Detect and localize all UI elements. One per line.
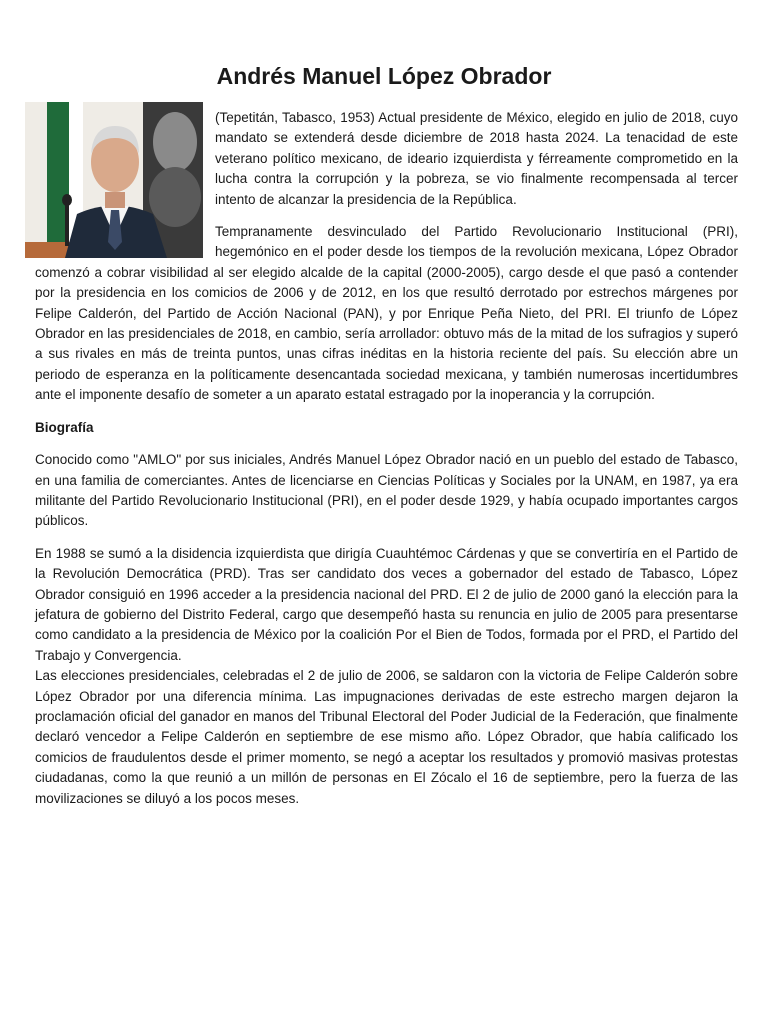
document-body [35,108,738,809]
paragraph-4: En 1988 se sumó a la disidencia izquierdista que dirigía Cuauhtémoc Cárdenas y que se convertiría en el Partido de la Revolución Democrática (PRD). Tras ser candidato dos veces a gobernador del estado de Tabasco, López Obrador consiguió en 1996 acceder a la presidencia nacional del PRD. El 2 de julio de 2000 ganó la elección para la jefatura de gobierno del Distrito Federal, cargo que desempeñó hasta su renuncia en julio de 2005 para presentarse como candidato a la presidencia de México por la coalición Por el Bien de Todos, formada por el PRD, el Partido del Trabajo y Convergencia. [35,545,738,663]
paragraph-3: Conocido como "AMLO" por sus iniciales, Andrés Manuel López Obrador nació en un pueblo del estado de Tabasco, en una familia de comerciantes. Antes de licenciarse en Ciencias Políticas y Sociales por la UNAM, en 1987, ya era militante del Partido Revolucionario Institucional (PRI), en el poder desde 1929, y había ocupado importantes cargos públicos. [35,452,738,529]
paragraph-5: Las elecciones presidenciales, celebradas el 2 de julio de 2006, se saldaron con la victoria de Felipe Calderón sobre López Obrador por una diferencia mínima. Las impugnaciones derivadas de este estrecho margen dejaron la proclamación oficial del ganador en manos del Tribunal Electoral del Poder Judicial de la Federación, que finalmente declaró vencedor a Felipe Calderón en septiembre de ese mismo año. López Obrador, que había calificado los comicios de fraudulentos desde el primer momento, se negó a aceptar los resultados y promovió masivas protestas ciudadanas, como la que reunió a un millón de personas en El Zócalo el 16 de septiembre, pero la fuerza de las movilizaciones se diluyó a los pocos meses. [35,668,738,806]
photo-spacer [35,108,215,258]
document-title: Andrés Manuel López Obrador [216,63,552,89]
section-heading: Biografía [35,419,94,435]
paragraph-2: Tempranamente desvinculado del Partido Revolucionario Institucional (PRI), hegemónico en el poder desde los tiempos de la revolución mexicana, López Obrador comenzó a cobrar visibilidad al ser elegido alcalde de la capital (2000-2005), cargo desde el que pasó a contender por la presidencia en los comicios de 2006 y de 2012, en los que resultó derrotado por estrechos márgenes por Felipe Calderón, del Partido de Acción Nacional (PAN), y por Enrique Peña Nieto, del PRI. El triunfo de López Obrador en las presidenciales de 2018, en cambio, sería arrollador: obtuvo más de la mitad de los sufragios y superó a sus rivales en más de treinta puntos, unas cifras inéditas en la historia reciente del país. Su elección abre un periodo de esperanza en la políticamente desencantada sociedad mexicana, y también numerosas incertidumbres ante el imponente desafío de someter a un aparato estatal estragado por la inoperancia y la corrupción. [35,224,738,403]
intro-paragraph: (Tepetitán, Tabasco, 1953) Actual presidente de México, elegido en julio de 2018, cuyo mandato se extenderá desde diciembre de 2018 hasta 2024. La tenacidad de este veterano político mexicano, de ideario izquierdista y férreamente comprometido en la lucha contra la corrupción y la pobreza, se vio finalmente recompensada al tercer intento de alcanzar la presidencia de la República. [215,110,738,207]
